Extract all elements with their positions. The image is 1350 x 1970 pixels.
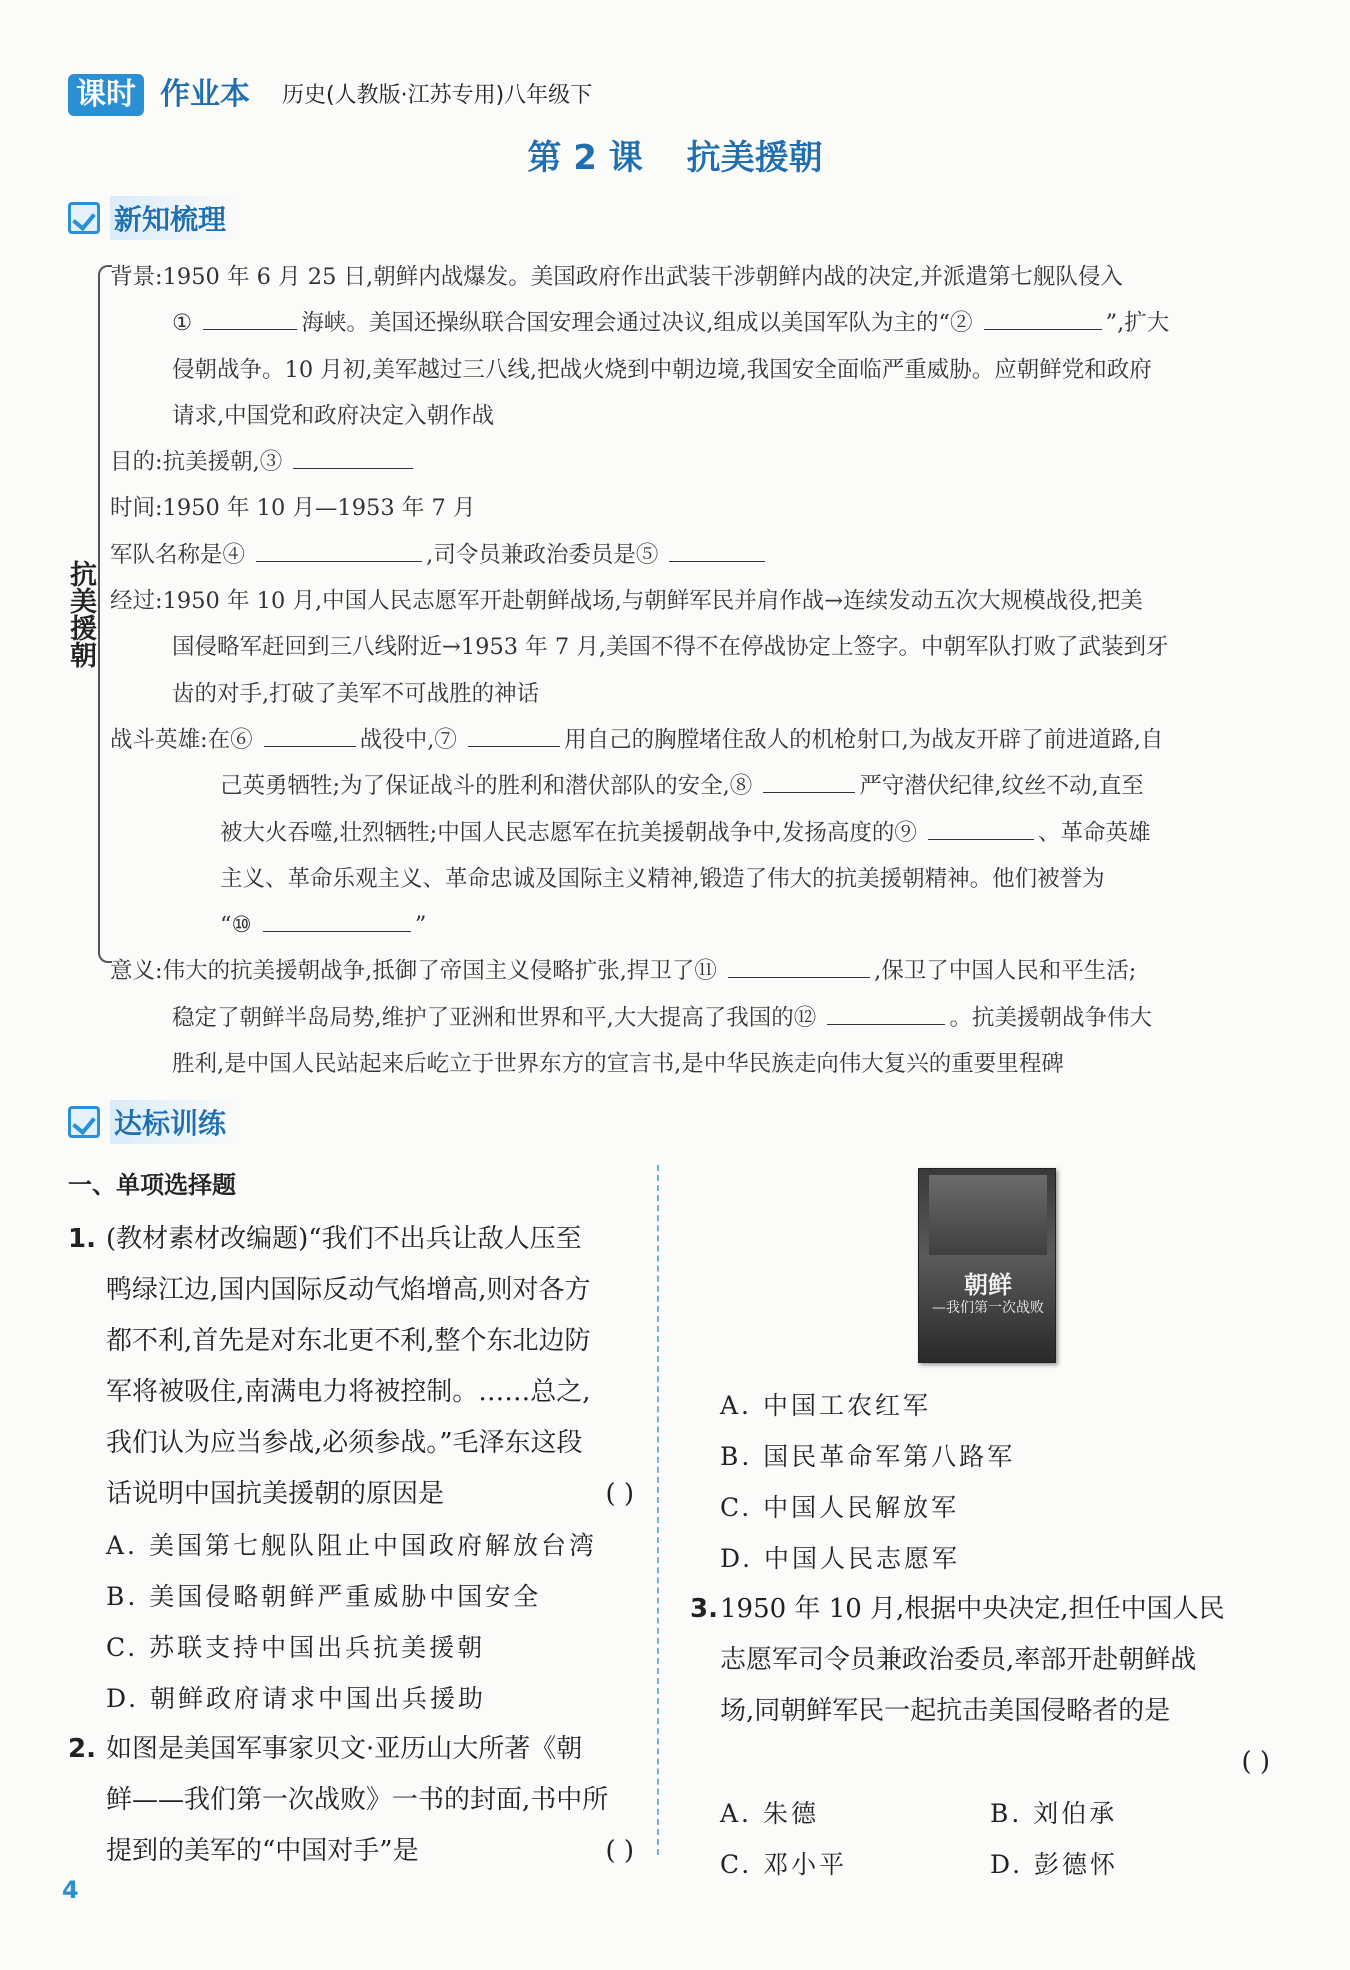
q2-option-d[interactable]: D. 中国人民志愿军 bbox=[720, 1544, 961, 1573]
pencil-icon bbox=[68, 1106, 100, 1138]
brand-logo: 课时 bbox=[68, 74, 144, 116]
process-label: 经过: bbox=[110, 588, 163, 615]
meaning-line-3: 胜利,是中国人民站起来后屹立于世界东方的宣言书,是中华民族走向伟大复兴的重要里程碑 bbox=[172, 1051, 1064, 1078]
question-3 bbox=[690, 1584, 1270, 1788]
q2-option-a[interactable]: A. 中国工农红军 bbox=[720, 1391, 931, 1420]
background-line-1: 1950 年 6 月 25 日,朝鲜内战爆发。美国政府作出武装干涉朝鲜内战的决定,并派遣第七舰队侵入 bbox=[162, 264, 1123, 290]
check-icon bbox=[68, 202, 100, 234]
section-practice-title: 达标训练 bbox=[110, 1100, 240, 1144]
section-practice-header bbox=[68, 1100, 240, 1144]
meaning-label: 意义: bbox=[110, 958, 163, 985]
meaning-line-2b: 。抗美援朝战争伟大 bbox=[949, 1004, 1152, 1031]
hero-line-5b: ” bbox=[414, 912, 427, 939]
meaning-block bbox=[110, 948, 1250, 1087]
hero-line-1c: 用自己的胸膛堵住敌人的机枪射口,为战友开辟了前进道路,自 bbox=[564, 726, 1164, 753]
q3-options-row-2 bbox=[690, 1839, 1270, 1890]
time-line: 时间:1950 年 10 月—1953 年 7 月 bbox=[110, 495, 476, 522]
background-line-2c: ”,扩大 bbox=[1105, 310, 1170, 337]
lesson-title bbox=[0, 130, 1350, 179]
q1-line: 鸭绿江边,国内国际反动气焰增高,则对各方 bbox=[106, 1275, 591, 1305]
q3-option-b[interactable]: B. 刘伯承 bbox=[990, 1799, 1118, 1828]
meaning-line-1a: 伟大的抗美援朝战争,抵御了帝国主义侵略扩张,捍卫了⑪ bbox=[162, 958, 717, 985]
hero-line-5a: “⑩ bbox=[220, 912, 252, 939]
background-line-4: 请求,中国党和政府决定入朝作战 bbox=[172, 402, 495, 429]
process-line-3: 齿的对手,打破了美军不可战胜的神话 bbox=[172, 680, 540, 707]
book-cover-photo bbox=[929, 1175, 1047, 1255]
q1-option-c[interactable]: C. 苏联支持中国出兵抗美援朝 bbox=[106, 1633, 486, 1662]
q1-line: (教材素材改编题)“我们不出兵让敌人压至 bbox=[106, 1224, 582, 1254]
q2-line: 鲜——我们第一次战败》一书的封面,书中所 bbox=[106, 1785, 609, 1815]
book-cover-image bbox=[918, 1168, 1056, 1363]
q1-line: 我们认为应当参战,必须参战。”毛泽东这段 bbox=[106, 1428, 583, 1458]
review-content bbox=[110, 254, 1250, 1087]
blank-7[interactable] bbox=[468, 721, 560, 747]
book-cover-title: 朝鲜 bbox=[964, 1270, 1012, 1299]
q3-line: 志愿军司令员兼政治委员,率部开赴朝鲜战 bbox=[720, 1645, 1197, 1675]
hero-line-4: 主义、革命乐观主义、革命忠诚及国际主义精神,锻造了伟大的抗美援朝精神。他们被誉为 bbox=[220, 865, 1105, 892]
q2-line: 如图是美国军事家贝文·亚历山大所著《朝 bbox=[106, 1734, 583, 1764]
question-number: 2. bbox=[68, 1734, 96, 1764]
q2-option-b[interactable]: B. 国民革命军第八路军 bbox=[720, 1442, 1016, 1471]
hero-label: 战斗英雄: bbox=[110, 726, 208, 753]
blank-4[interactable] bbox=[256, 536, 422, 562]
q1-option-d[interactable]: D. 朝鲜政府请求中国出兵援助 bbox=[106, 1684, 487, 1713]
page-number: 4 bbox=[62, 1876, 79, 1904]
lesson-number: 第 2 课 bbox=[527, 138, 643, 178]
lesson-name: 抗美援朝 bbox=[686, 138, 823, 178]
hero-line-1a: 在⑥ bbox=[207, 726, 253, 753]
hero-line-3a: 被大火吞噬,壮烈牺牲;中国人民志愿军在抗美援朝战争中,发扬高度的⑨ bbox=[220, 819, 917, 846]
q3-option-a[interactable]: A. 朱德 bbox=[720, 1799, 819, 1828]
q1-option-b[interactable]: B. 美国侵略朝鲜严重威胁中国安全 bbox=[106, 1582, 542, 1611]
part-title: 一、单项选择题 bbox=[68, 1171, 236, 1199]
q3-line: 场,同朝鲜军民一起抗击美国侵略者的是 bbox=[720, 1696, 1171, 1726]
background-block bbox=[110, 254, 1250, 439]
blank-1[interactable] bbox=[203, 304, 297, 330]
q1-line: 话说明中国抗美援朝的原因是 ( ) bbox=[106, 1469, 640, 1520]
answer-bracket[interactable]: ( ) bbox=[605, 1836, 634, 1866]
blank-6[interactable] bbox=[264, 721, 356, 747]
hero-line-2a: 己英勇牺牲;为了保证战斗的胜利和潜伏部队的安全,⑧ bbox=[220, 773, 753, 800]
section-review-header bbox=[68, 196, 240, 240]
q2-line: 提到的美军的“中国对手”是 ( ) bbox=[106, 1826, 640, 1877]
book-cover-subtitle: —我们第一次战败 bbox=[932, 1300, 1044, 1316]
background-label: 背景: bbox=[110, 264, 163, 290]
meaning-line-2a: 稳定了朝鲜半岛局势,维护了亚洲和世界和平,大大提高了我国的⑫ bbox=[172, 1004, 817, 1031]
brand-logo-suffix: 作业本 bbox=[160, 77, 250, 112]
meaning-line-1b: ,保卫了中国人民和平生活; bbox=[874, 958, 1137, 985]
blank-12[interactable] bbox=[827, 999, 945, 1025]
blank-9[interactable] bbox=[928, 814, 1034, 840]
hero-line-3b: 、革命英雄 bbox=[1038, 819, 1151, 846]
q1-option-a[interactable]: A. 美国第七舰队阻止中国政府解放台湾 bbox=[106, 1531, 597, 1560]
blank-2[interactable] bbox=[984, 304, 1102, 330]
q1-line: 军将被吸住,南满电力将被控制。……总之, bbox=[106, 1377, 591, 1407]
answer-bracket[interactable]: ( ) bbox=[605, 1479, 634, 1509]
column-divider bbox=[657, 1165, 659, 1855]
blank-11[interactable] bbox=[728, 952, 870, 978]
question-number: 1. bbox=[68, 1224, 96, 1254]
side-label: 抗美援朝 bbox=[65, 560, 96, 668]
blank-10[interactable] bbox=[263, 906, 411, 932]
answer-bracket[interactable]: ( ) bbox=[1241, 1747, 1270, 1777]
q1-line: 都不利,首先是对东北更不利,整个东北边防 bbox=[106, 1326, 591, 1356]
q3-option-c[interactable]: C. 邓小平 bbox=[720, 1850, 848, 1879]
q2-option-c[interactable]: C. 中国人民解放军 bbox=[720, 1493, 960, 1522]
purpose-line: 目的:抗美援朝,③ bbox=[110, 439, 1250, 485]
section-review-title: 新知梳理 bbox=[110, 196, 240, 240]
left-column bbox=[68, 1165, 640, 1877]
process-line-2: 国侵略军赶回到三八线附近→1953 年 7 月,美国不得不在停战协定上签字。中朝军队打败了武装到牙 bbox=[172, 634, 1169, 661]
blank-5[interactable] bbox=[669, 536, 765, 562]
question-number: 3. bbox=[690, 1594, 718, 1624]
q3-bracket-line bbox=[720, 1737, 1270, 1788]
question-2 bbox=[68, 1724, 640, 1877]
process-line-1: 1950 年 10 月,中国人民志愿军开赴朝鲜战场,与朝鲜军民并肩作战→连续发动五次大规模战役,把美 bbox=[162, 588, 1143, 615]
blank-8[interactable] bbox=[763, 767, 855, 793]
background-line-2a: ① bbox=[172, 310, 193, 337]
blank-3[interactable] bbox=[293, 443, 413, 469]
q3-line: 1950 年 10 月,根据中央决定,担任中国人民 bbox=[720, 1594, 1225, 1624]
q3-options-row-1 bbox=[690, 1788, 1270, 1839]
process-block bbox=[110, 578, 1250, 717]
hero-block bbox=[110, 717, 1250, 948]
background-line-2b: 海峡。美国还操纵联合国安理会通过决议,组成以美国军队为主的“② bbox=[301, 310, 973, 337]
hero-line-1b: 战役中,⑦ bbox=[359, 726, 457, 753]
hero-line-2b: 严守潜伏纪律,纹丝不动,直至 bbox=[859, 773, 1144, 800]
right-column bbox=[690, 1380, 1270, 1890]
army-line: 军队名称是④ ,司令员兼政治委员是⑤ bbox=[110, 532, 1250, 578]
background-line-3: 侵朝战争。10 月初,美军越过三八线,把战火烧到中朝边境,我国安全面临严重威胁。应朝鲜党和政府 bbox=[172, 356, 1152, 383]
q3-option-d[interactable]: D. 彭德怀 bbox=[990, 1850, 1119, 1879]
question-1 bbox=[68, 1214, 640, 1520]
book-subtitle: 历史(人教版·江苏专用)八年级下 bbox=[282, 83, 593, 108]
